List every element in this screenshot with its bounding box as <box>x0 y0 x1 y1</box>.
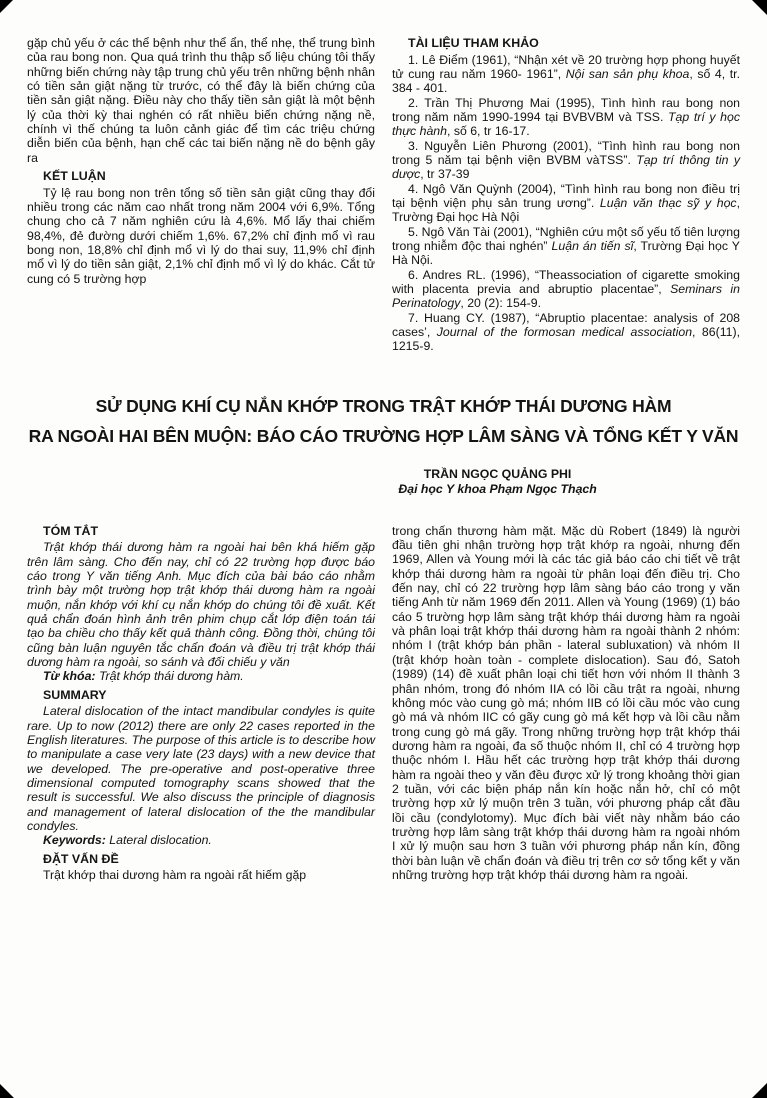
keywords-label-en: Keywords: <box>43 833 106 848</box>
reference-text: 3. Nguyễn Liên Phương (2001), “Tình hình rau bong non trong 5 năm tại bệnh viện BVBM vàTSS”. <box>392 138 740 167</box>
reference-journal: Luận văn thạc sỹ y học <box>599 195 737 210</box>
references-heading: TÀI LIỆU THAM KHẢO <box>408 36 539 50</box>
continuation-paragraph: gặp chủ yếu ở các thể bệnh như thể ẩn, thể nhẹ, thể trung bình của rau bong non. Qua quá trình thu thập số liệu chúng tôi thấy những biến chứng này tập trung chủ yếu trên những bệnh nhân có tiền sản giật nặng từ trước, có thể đây là biến chứng của tiền sản giật nặng. Điều này cho thấy tiền sản giật là một bệnh lý của thời kỳ thai nghén có rất nhiều biến chứng nặng nề, chính vì thế chúng ta luôn cảnh giác để tìm các triệu chứng diễn biến của bệnh, hạn chế các tai biến nặng nề do bệnh gây ra <box>27 36 375 165</box>
keywords-value-vi: Trật khớp thái dương hàm. <box>98 669 244 684</box>
reference-item-2 <box>392 96 740 139</box>
scan-corner-mark-top-right <box>752 0 767 15</box>
keywords-value-en: Lateral dislocation. <box>109 833 212 848</box>
article-left-column <box>27 524 375 883</box>
reference-text: 6. Andres RL. (1996), “Theassociation of cigarette smoking with placenta previa and abruptio placentae”, <box>392 267 740 296</box>
article-header <box>27 391 740 497</box>
reference-text: 7. Huang CY. (1987), “Abruptio placentae: analysis of 208 cases’, <box>392 310 740 340</box>
reference-item-7 <box>392 311 740 354</box>
abstract-heading: TÓM TẮT <box>43 523 99 538</box>
reference-text: 2. Trần Thị Phương Mai (1995), Tình hình rau bong non trong năm năm 1990-1994 tại BVBVBM và TSS. <box>392 95 740 124</box>
prev-left-column <box>27 36 375 354</box>
reference-text: 4. Ngô Văn Quỳnh (2004), “Tình hình rau bong non điều trị tại bệnh viện phụ sản trung ương”. <box>392 181 740 210</box>
article-title <box>27 391 740 451</box>
summary-keywords <box>27 833 375 847</box>
reference-journal: Nội san sản phụ khoa <box>565 66 690 81</box>
reference-item-3 <box>392 139 740 182</box>
conclusion-heading: KẾT LUẬN <box>43 169 106 184</box>
scan-corner-mark-top-left <box>0 0 13 13</box>
reference-item-5 <box>392 225 740 268</box>
reference-item-4 <box>392 182 740 225</box>
reference-text: 5. Ngô Văn Tài (2001), “Nghiên cứu một số yếu tố tiên lượng trong nhiễm độc thai nghén” <box>392 224 740 253</box>
author-name: TRẦN NGỌC QUẢNG PHI <box>423 466 572 481</box>
previous-article-section <box>27 36 740 354</box>
reference-item-6 <box>392 268 740 311</box>
reference-tail: , 20 (2): 154-9. <box>460 296 542 311</box>
keywords-label-vi: Từ khóa: <box>43 669 96 684</box>
introduction-opening: Trật khớp thai dương hàm ra ngoài rất hiếm gặp <box>43 868 307 883</box>
reference-tail: , Trường Đại học Y Hà Nội. <box>392 238 740 268</box>
reference-item-1 <box>392 53 740 96</box>
article-body-section <box>27 524 740 883</box>
prev-right-column <box>392 36 740 354</box>
reference-journal: Tạp trí y học thực hành <box>392 109 740 139</box>
reference-text: 1. Lê Điểm (1961), “Nhận xét về 20 trường hợp phong huyết tử cung rau năm 1960- 1961”, <box>392 52 740 81</box>
article-title-line-1: SỬ DỤNG KHÍ CỤ NẮN KHỚP TRONG TRẬT KHỚP THÁI DƯƠNG HÀM <box>95 395 672 416</box>
abstract-keywords <box>27 669 375 683</box>
introduction-heading: ĐẶT VẤN ĐỀ <box>43 851 119 866</box>
article-title-line-2: RA NGOÀI HAI BÊN MUỘN: BÁO CÁO TRƯỜNG HỢP LÂM SÀNG VÀ TỔNG KẾT Y VĂN <box>28 425 739 446</box>
author-block <box>312 467 683 497</box>
reference-tail: , số 4, tr. 384 - 401. <box>392 66 741 96</box>
reference-tail: , tr 37-39 <box>420 167 470 182</box>
reference-journal: Seminars in Perinatology <box>392 282 740 311</box>
conclusion-paragraph: Tỷ lệ rau bong non trên tổng số tiền sản giật cũng thay đổi nhiều trong các năm cao nhất trong năm 2004 với 6,9%. Tổng chung cho cả 7 năm nghiên cứu là 4,6%. Mổ lấy thai chiếm 98,4%, đẻ đường dưới chiếm 1,6%. 67,2% chỉ định mổ vì rau bong non, 18,8% chỉ định mổ vì lý do thai suy, 11,9% chỉ định mổ vì lý do tiền sản giật, 2,1% chỉ định mổ vì lý do khác. Cắt tử cung có 5 trường hợp <box>27 185 375 286</box>
scan-corner-mark-bottom-right <box>752 1083 767 1098</box>
article-right-column <box>392 524 740 883</box>
reference-journal: Luận án tiến sĩ <box>551 238 634 253</box>
summary-heading: SUMMARY <box>43 687 107 702</box>
abstract-paragraph: Trật khớp thái dương hàm ra ngoài hai bên khá hiếm gặp trên lâm sàng. Cho đến nay, chỉ có 22 trường hợp được báo cáo trong Y văn tiếng Anh. Mục đích của bài báo cáo nhằm trình bày một trường hợp trật khớp thái dương hàm ra ngoài muộn, nắn khớp với khí cụ nắn khớp do chúng tôi đề xuất. Kết quả chẩn đoán hình ảnh trên phim chụp cắt lớp điện toán tái tạo ba chiều cho thấy kết quả thành công. Đồng thời, chúng tôi cũng bàn luận nguyên tắc chẩn đoán và điều trị trật khớp thái dương hàm ra ngoài, so sánh và đối chiếu y văn <box>27 540 375 669</box>
scan-corner-mark-bottom-left <box>0 1084 14 1098</box>
author-affiliation: Đại học Y khoa Phạm Ngọc Thạch <box>398 481 597 496</box>
introduction-continuation: trong chấn thương hàm mặt. Mặc dù Robert (1849) là người đầu tiên ghi nhận trường hợp trật khớp ra ngoài, nhưng đến 1969, Allen và Young mới là các tác giả báo cáo chi tiết về trật khớp thái dương hàm ra ngoài từ phân loại đến điều trị. Cho đến nay, chỉ có 22 trường hợp lâm sàng báo cáo trong y văn tiếng Anh từ năm 1969 đến 2011. Allen và Young (1969) (1) báo cáo 5 trường hợp lâm sàng trật khớp thái dương hàm ra ngoài và phân loại trật khớp thái dương hàm ra ngoài thành 2 nhóm: nhóm I (trật khớp bán phần - lateral subluxation) và nhóm II (trật khớp hoàn toàn - complete dislocation). Sau đó, Satoh (1989) (14) đề xuất phân loại chi tiết hơn với nhóm II thành 3 phân nhóm, trong đó nhóm IIA có lồi cầu trật ra ngoài, nhưng không móc vào cung gò má; nhóm IIB có lồi cầu móc vào cung gò má và nhóm IIC có gãy cung gò má kết hợp và lồi cầu nằm trong cung gò má gãy. Trong những trường hợp trật khớp thái dương hàm ra ngoài, đa số thuộc nhóm II, chỉ có 4 trường hợp thuộc nhóm I. Hầu hết các trường hợp trật khớp thái dương hàm ra ngoài theo y văn đều được xử lý trong khoảng thời gian 2 tuần, với các biện pháp nắn kín hoặc nắn hở, chỉ có một trường hợp xử lý muộn trên 3 tuần, với phương pháp cắt đầu lồi cầu (condylotomy). Mục đích bài viết này nhằm báo cáo trường hợp lâm sàng trật khớp thái dương hàm ra ngoài nhóm I xử lý muộn sau hơn 3 tuần với phương pháp nắn kín, đồng thời bàn luận về chẩn đoán và điều trị trên cơ sở tổng kết y văn những trường hợp trật khớp thái dương hàm ra ngoài. <box>392 523 740 882</box>
summary-paragraph: Lateral dislocation of the intact mandibular condyles is quite rare. Up to now (2012) there are only 22 cases reported in the English literatures. The purpose of this article is to describe how to manipulate a case very late (23 days) with a new device that we developed. The pre-operative and post-operative three dimensional computed tomography scans showed that the result is successful. We also discuss the principle of diagnosis and management of lateral dislocation of the the mandibular condyles. <box>27 704 375 833</box>
reference-journal: Journal of the formosan medical association <box>436 325 693 340</box>
reference-journal: Tạp trí thông tin y dược <box>392 152 740 182</box>
reference-tail: , Trường Đại học Hà Nội <box>392 195 740 225</box>
reference-tail: , số 6, tr 16-17. <box>446 124 530 139</box>
reference-tail: , 86(11), 1215-9. <box>392 325 740 354</box>
